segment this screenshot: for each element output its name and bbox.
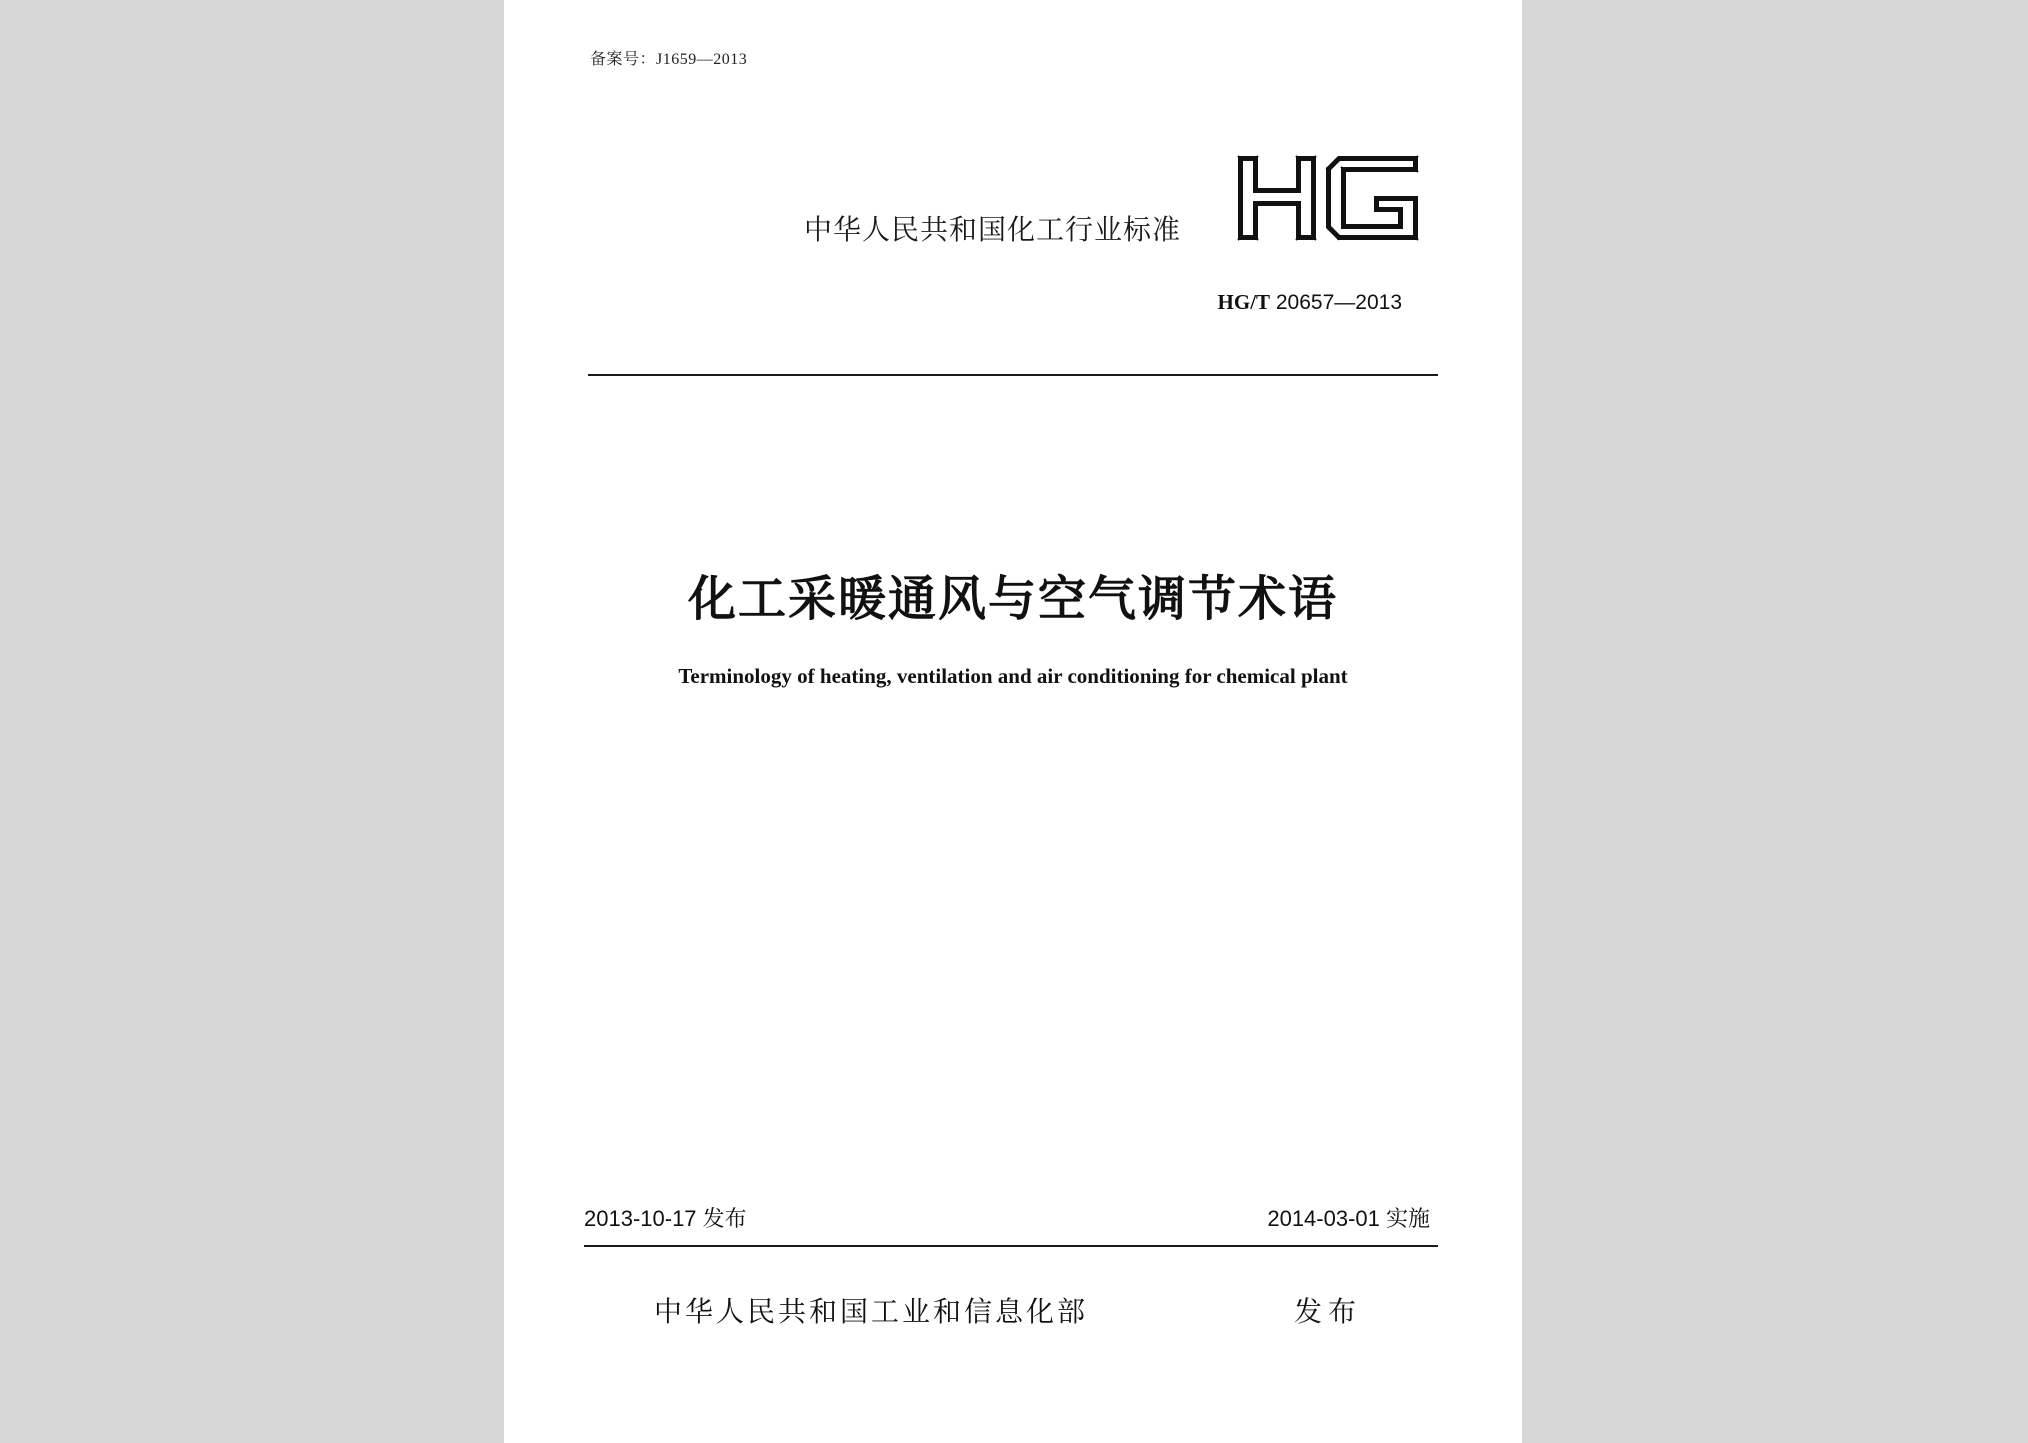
standard-number-prefix: HG/T: [1217, 290, 1271, 314]
implementation-date: 2014-03-01 实施: [1267, 1206, 1430, 1231]
top-divider: [588, 374, 1438, 376]
title-chinese: 化工采暖通风与空气调节术语: [687, 571, 1338, 627]
record-number: 备案号：J1659—2013: [590, 51, 748, 68]
hg-logo: [1234, 152, 1422, 244]
standard-number: [1218, 290, 1402, 315]
hg-logo-h: [1238, 156, 1316, 240]
issue-date: 2013-10-17 发布: [584, 1206, 747, 1231]
hg-logo-g: [1326, 156, 1418, 240]
document-page: [504, 0, 1522, 1443]
standard-number-value: 20657—2013: [1270, 291, 1402, 314]
title-english: Terminology of heating, ventilation and air conditioning for chemical plant: [678, 664, 1348, 688]
publish-label: 发布: [1294, 1295, 1363, 1328]
standard-category: 中华人民共和国化工行业标准: [804, 213, 1182, 246]
publisher: 中华人民共和国工业和信息化部: [654, 1295, 1089, 1328]
bottom-divider: [584, 1245, 1438, 1247]
